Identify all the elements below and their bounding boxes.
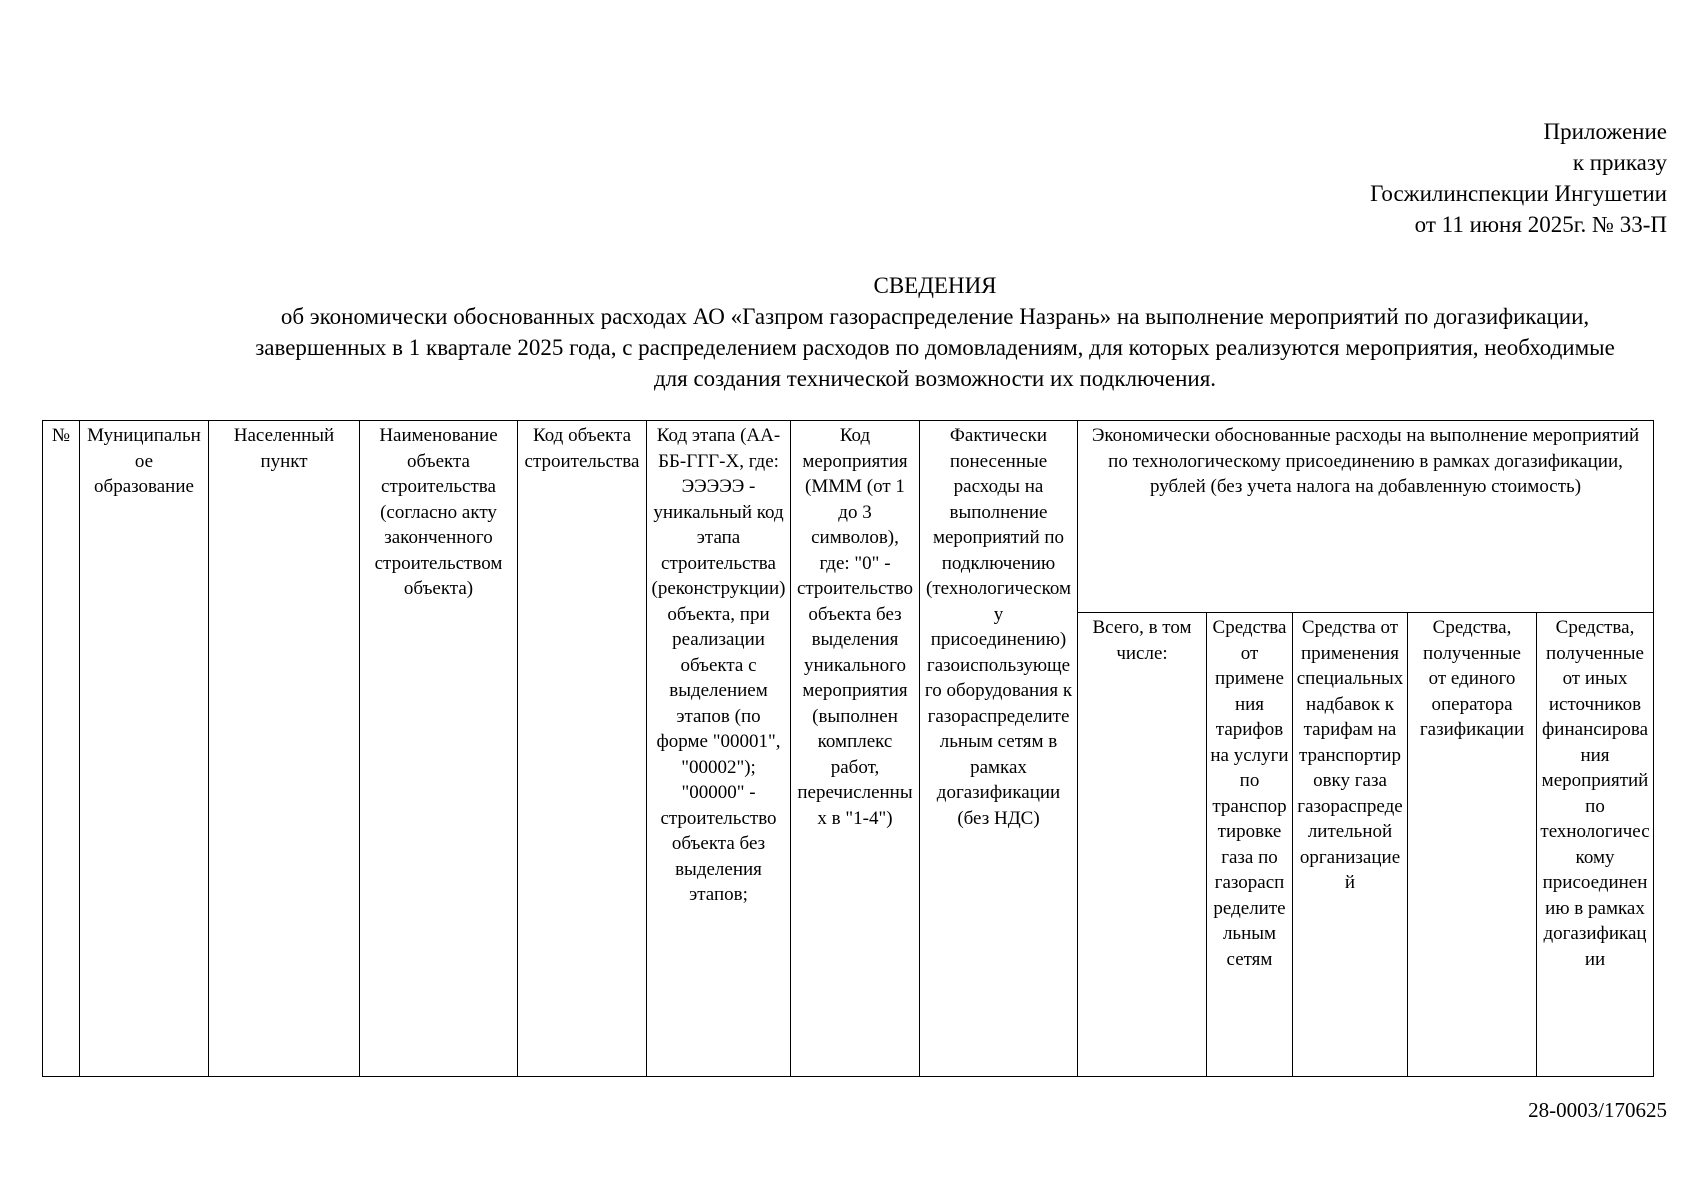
header-stage-code: Код этапа (АА-ББ-ГГГ-Х, где: ЭЭЭЭЭ - уникальный код этапа строительства (реконструкции) объекта, при реализации объекта с выделением этапов (по форме "00001", "00002"); "00000" - строительство объекта без выделения этапов;: [647, 421, 791, 1077]
header-actual-costs: Фактически понесенные расходы на выполнение мероприятий по подключению (технологическому присоединению) газоиспользующего оборудования к газораспределительным сетям в рамках догазификации (без НДС): [920, 421, 1078, 1077]
expenses-table: [42, 420, 1654, 1077]
header-number: №: [43, 421, 80, 1077]
title-line-3: для создания технической возможности их подключения.: [653, 366, 1217, 391]
appendix-block: [1370, 116, 1667, 240]
header-total: Всего, в том числе:: [1078, 613, 1207, 1077]
header-allowance-funds: Средства от применения специальных надбавок к тарифам на транспортировку газа газораспределительной организацией: [1293, 613, 1408, 1077]
appendix-line-1: Приложение: [1543, 119, 1667, 144]
title-line-1: об экономически обоснованных расходах АО «Газпром газораспределение Назрань» на выполнение мероприятий по догазификации,: [280, 304, 1590, 329]
header-object-code: Код объекта строительства: [518, 421, 647, 1077]
document-title: [200, 270, 1670, 394]
header-object-name: Наименование объекта строительства (согласно акту законченного строительством объекта): [360, 421, 518, 1077]
header-operator-funds: Средства, полученные от единого оператора газификации: [1408, 613, 1537, 1077]
document-code: 28-0003/170625: [1528, 1098, 1667, 1122]
title-heading: СВЕДЕНИЯ: [873, 273, 997, 298]
appendix-line-3: Госжилинспекции Ингушетии: [1370, 181, 1667, 206]
header-municipality: Муниципальное образование: [80, 421, 209, 1077]
title-line-2: завершенных в 1 квартале 2025 года, с распределением расходов по домовладениям, для которых реализуются мероприятия, необходимые: [255, 335, 1615, 360]
table-header-row-1: [43, 421, 1654, 613]
header-economic-costs-group: Экономически обоснованные расходы на выполнение мероприятий по технологическому присоединению в рамках догазификации, рублей (без учета налога на добавленную стоимость): [1078, 421, 1654, 613]
header-activity-code: Код мероприятия (МММ (от 1 до 3 символов), где: "0" - строительство объекта без выделения уникального мероприятия (выполнен комплекс работ, перечисленных в "1-4"): [791, 421, 920, 1077]
header-other-funds: Средства, полученные от иных источников финансирования мероприятий по технологическому присоединению в рамках догазификации: [1537, 613, 1654, 1077]
header-tariff-funds: Средства от применения тарифов на услуги по транспортировке газа по газораспределительным сетям: [1207, 613, 1293, 1077]
header-settlement: Населенный пункт: [209, 421, 360, 1077]
appendix-line-2: к приказу: [1572, 150, 1667, 175]
appendix-line-4: от 11 июня 2025г. № 33-П: [1414, 212, 1667, 237]
expenses-table-wrapper: [42, 420, 1653, 1076]
